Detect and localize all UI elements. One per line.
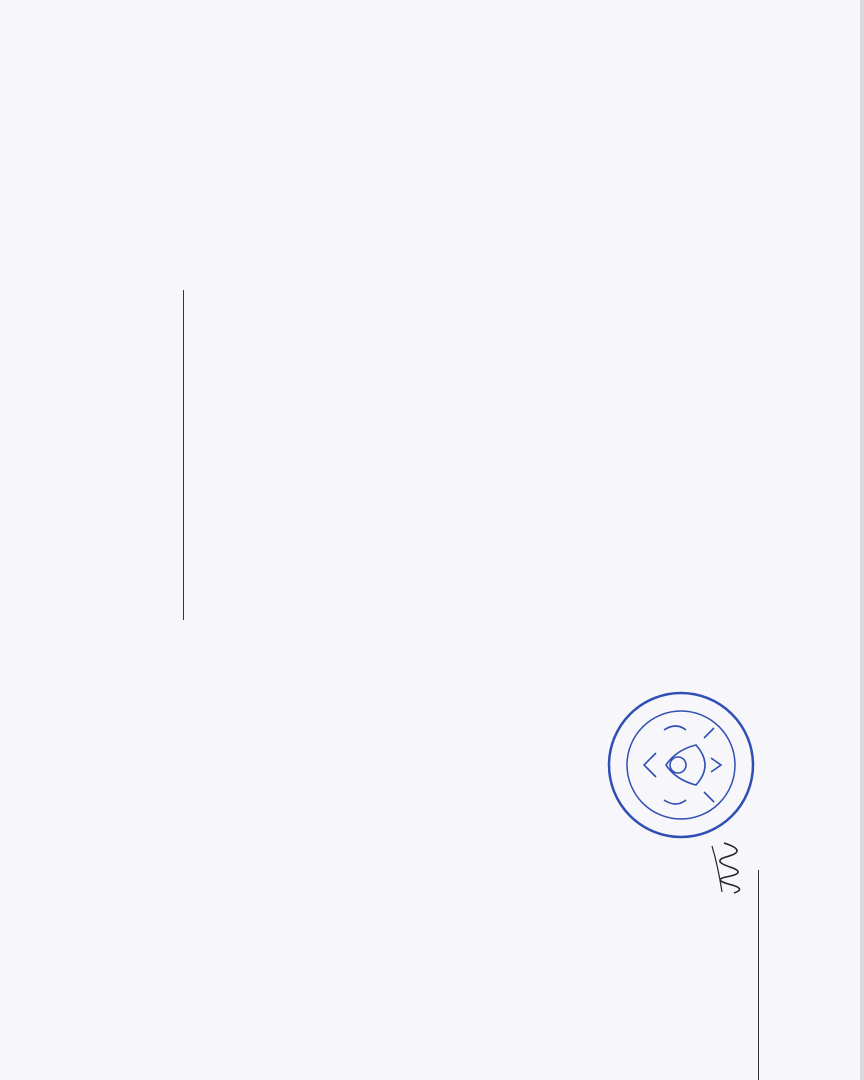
official-stamp bbox=[606, 690, 756, 840]
stamp-outer-ring bbox=[609, 693, 753, 837]
signature-mark-icon bbox=[704, 838, 754, 898]
signer-underline bbox=[758, 870, 759, 1080]
page-edge bbox=[860, 0, 864, 1080]
eagle-emblem-icon bbox=[644, 726, 721, 804]
authority-underline bbox=[183, 290, 184, 620]
